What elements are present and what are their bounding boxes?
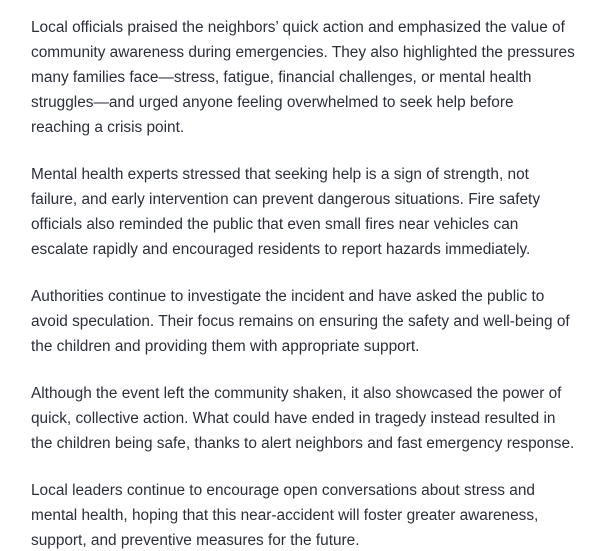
article-paragraph: Local officials praised the neighbors’ quick action and emphasized the value of community awareness during emergencies. They also highlighted the pressures many families face—stress, fatigue, financial challenges, or mental health struggles—and urged anyone feeling overwhelmed to seek help before reaching a crisis point. [31, 19, 575, 136]
article-paragraph: Authorities continue to investigate the incident and have asked the public to avoid speculation. Their focus remains on ensuring the safety and well-being of the children and providing them with appropriate support. [31, 288, 570, 355]
article-paragraph: Mental health experts stressed that seeking help is a sign of strength, not failure, and early intervention can prevent dangerous situations. Fire safety officials also reminded the public that even small fires near vehicles can escalate rapidly and encouraged residents to report hazards immediately. [31, 166, 541, 258]
article-paragraph: Local leaders continue to encourage open conversations about stress and mental health, hoping that this near-accident will foster greater awareness, support, and preventive measures for the future. [31, 482, 539, 549]
article-paragraph: Although the event left the community shaken, it also showcased the power of quick, collective action. What could have ended in tragedy instead resulted in the children being safe, thanks to alert neighbors and fast emergency response. [31, 385, 575, 452]
